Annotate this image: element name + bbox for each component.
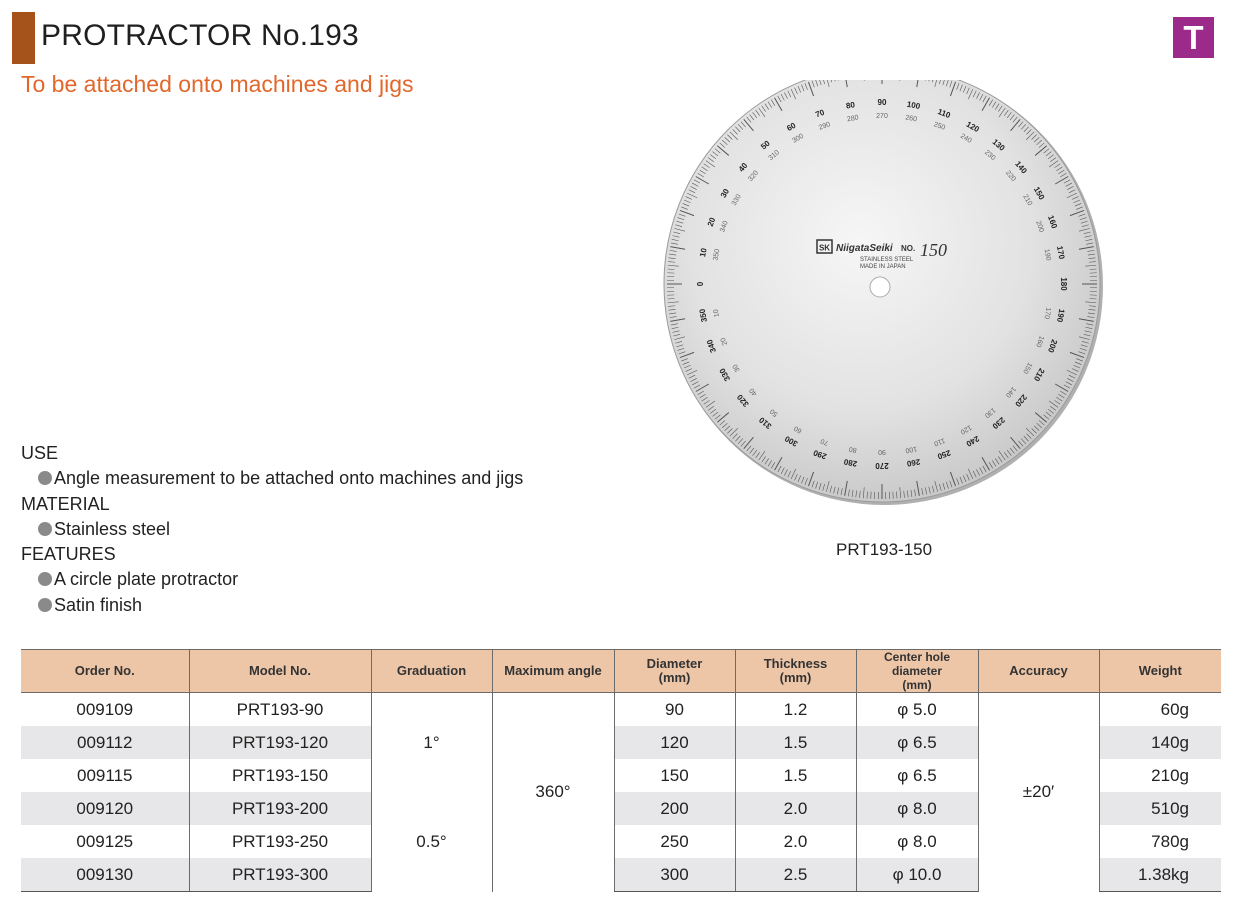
- bullet-icon: [38, 572, 52, 586]
- spec-table: [21, 649, 1221, 892]
- svg-text:220: 220: [1003, 169, 1017, 183]
- cell-thickness: 1.5: [735, 726, 856, 759]
- cell-hole: φ 10.0: [856, 858, 978, 892]
- cell-weight: 60g: [1099, 693, 1221, 727]
- col-header-model: Model No.: [189, 650, 371, 693]
- svg-text:250: 250: [932, 121, 947, 132]
- svg-text:30: 30: [731, 362, 742, 373]
- use-item-text: Angle measurement to be attached onto machines and jigs: [54, 468, 524, 489]
- cell-hole: φ 5.0: [856, 693, 978, 727]
- svg-text:100: 100: [906, 99, 921, 111]
- col-header-graduation: Graduation: [371, 650, 492, 693]
- svg-text:320: 320: [747, 169, 761, 183]
- svg-text:310: 310: [757, 415, 774, 431]
- svg-text:340: 340: [719, 219, 730, 234]
- svg-text:320: 320: [735, 392, 751, 409]
- svg-text:20: 20: [705, 216, 718, 228]
- svg-text:40: 40: [748, 386, 759, 398]
- use-item: [21, 466, 523, 491]
- svg-text:10: 10: [712, 308, 722, 318]
- svg-text:340: 340: [705, 338, 719, 354]
- cell-hole: φ 6.5: [856, 726, 978, 759]
- svg-text:70: 70: [819, 436, 830, 447]
- category-badge: T: [1173, 17, 1214, 58]
- material-item: [21, 517, 523, 542]
- svg-text:130: 130: [983, 405, 997, 419]
- svg-text:80: 80: [845, 100, 856, 111]
- col-header-thickness: Thickness (mm): [735, 650, 856, 693]
- cell-order: 009112: [21, 726, 189, 759]
- svg-text:0: 0: [696, 281, 706, 287]
- cell-thickness: 2.0: [735, 792, 856, 825]
- protractor-photo: [660, 80, 1105, 525]
- svg-text:260: 260: [906, 457, 921, 469]
- table-row: [21, 693, 1221, 727]
- svg-text:40: 40: [736, 161, 750, 174]
- cell-order: 009125: [76, 831, 134, 851]
- svg-text:140: 140: [1013, 159, 1029, 176]
- photo-caption: PRT193-150: [836, 540, 933, 559]
- col-header-hole: Center hole diameter (mm): [856, 650, 978, 693]
- svg-text:220: 220: [1013, 392, 1029, 409]
- svg-text:10: 10: [698, 247, 709, 258]
- cell-model: PRT193-300: [189, 858, 371, 892]
- cell-diameter: 250: [614, 825, 735, 858]
- cell-graduation: 0.5°: [371, 792, 492, 892]
- svg-text:280: 280: [846, 114, 860, 124]
- svg-text:30: 30: [718, 187, 732, 200]
- cell-hole: φ 8.0: [856, 792, 978, 825]
- cell-order: 009120: [21, 792, 189, 825]
- page-subtitle: To be attached onto machines and jigs: [21, 71, 414, 97]
- cell-diameter: 150: [614, 759, 735, 792]
- page-title: PROTRACTOR No.193: [41, 19, 359, 52]
- cell-order: 009130: [21, 858, 189, 892]
- col-header-accuracy: Accuracy: [978, 650, 1099, 693]
- feature-item-text: A circle plate protractor: [54, 569, 239, 590]
- svg-text:260: 260: [904, 114, 918, 124]
- cell-weight: 1.38kg: [1099, 858, 1221, 892]
- svg-text:60: 60: [785, 120, 798, 134]
- cell-thickness: 1.2: [735, 693, 856, 727]
- cell-hole: φ 6.5: [856, 759, 978, 792]
- cell-thickness: 1.5: [735, 759, 856, 792]
- cell-diameter: 90: [614, 693, 735, 727]
- svg-text:250: 250: [936, 447, 952, 461]
- svg-text:100: 100: [904, 444, 918, 454]
- svg-text:240: 240: [959, 132, 973, 145]
- col-header-max-angle: Maximum angle: [492, 650, 614, 693]
- cell-weight: 510g: [1099, 792, 1221, 825]
- cell-thickness: 2.0: [735, 825, 856, 858]
- cell-hole: φ 8.0: [856, 825, 978, 858]
- features-heading: FEATURES: [21, 544, 116, 565]
- svg-text:SK: SK: [818, 243, 831, 253]
- bullet-icon: [38, 471, 52, 485]
- svg-text:60: 60: [793, 424, 804, 435]
- cell-model: PRT193-150: [189, 759, 371, 792]
- svg-text:290: 290: [812, 447, 828, 461]
- svg-text:190: 190: [1055, 308, 1067, 323]
- svg-text:110: 110: [936, 107, 952, 120]
- svg-text:180: 180: [1058, 277, 1068, 291]
- cell-diameter: 200: [614, 792, 735, 825]
- svg-text:200: 200: [1045, 338, 1059, 354]
- plate-material-text: STAINLESS STEEL: [860, 257, 914, 263]
- svg-text:90: 90: [878, 448, 886, 456]
- product-info: [21, 441, 523, 618]
- svg-text:160: 160: [1045, 214, 1059, 230]
- svg-text:210: 210: [1031, 366, 1047, 383]
- svg-text:330: 330: [717, 366, 733, 383]
- svg-text:330: 330: [730, 193, 743, 207]
- svg-text:230: 230: [983, 149, 997, 163]
- svg-text:290: 290: [817, 121, 832, 132]
- svg-text:200: 200: [1034, 219, 1045, 234]
- svg-text:150: 150: [1031, 185, 1047, 202]
- svg-text:120: 120: [964, 119, 981, 135]
- svg-text:280: 280: [843, 457, 858, 469]
- title-accent-bar: [12, 12, 35, 64]
- bullet-icon: [38, 522, 52, 536]
- svg-text:300: 300: [783, 433, 800, 449]
- cell-model: PRT193-200: [189, 792, 371, 825]
- svg-text:70: 70: [814, 107, 826, 120]
- svg-text:130: 130: [990, 137, 1007, 153]
- svg-text:350: 350: [712, 248, 722, 262]
- col-header-order: Order No.: [21, 650, 189, 693]
- cell-order: 009109: [76, 699, 134, 719]
- svg-text:90: 90: [877, 98, 887, 108]
- svg-text:300: 300: [791, 132, 805, 145]
- plate-no-label: NO.: [901, 244, 916, 253]
- center-hole: [870, 277, 890, 297]
- cell-order: 009115: [77, 765, 133, 785]
- cell-weight: 210g: [1099, 759, 1221, 792]
- svg-text:270: 270: [876, 112, 888, 120]
- cell-diameter: 120: [614, 726, 735, 759]
- col-header-weight: Weight: [1099, 650, 1221, 693]
- svg-text:230: 230: [990, 415, 1007, 431]
- svg-text:190: 190: [1042, 248, 1052, 262]
- cell-thickness: 2.5: [735, 858, 856, 892]
- svg-text:170: 170: [1042, 306, 1052, 320]
- cell-max-angle: 360°: [492, 693, 614, 892]
- svg-text:50: 50: [768, 407, 780, 418]
- cell-weight: 140g: [1099, 726, 1221, 759]
- material-item-text: Stainless steel: [54, 518, 171, 539]
- table-header-row: [21, 650, 1221, 693]
- svg-text:20: 20: [719, 336, 730, 347]
- svg-text:140: 140: [1003, 385, 1017, 399]
- plate-brand: NiigataSeiki: [836, 243, 893, 254]
- svg-text:80: 80: [848, 444, 858, 454]
- svg-text:310: 310: [767, 149, 781, 163]
- col-header-diameter: Diameter (mm): [614, 650, 735, 693]
- bullet-icon: [38, 598, 52, 612]
- cell-diameter: 300: [614, 858, 735, 892]
- svg-text:170: 170: [1055, 245, 1067, 260]
- material-heading: MATERIAL: [21, 493, 110, 514]
- svg-text:120: 120: [959, 423, 973, 436]
- feature-item-text: Satin finish: [54, 594, 143, 615]
- plate-origin-text: MADE IN JAPAN: [860, 264, 906, 270]
- svg-text:350: 350: [697, 308, 709, 323]
- cell-graduation: 1°: [371, 693, 492, 793]
- plate-model: 150: [920, 240, 947, 260]
- svg-text:160: 160: [1034, 334, 1045, 349]
- svg-text:270: 270: [875, 460, 889, 470]
- cell-model: PRT193-120: [189, 726, 371, 759]
- cell-accuracy: ±20′: [978, 693, 1099, 892]
- svg-text:110: 110: [932, 436, 946, 447]
- cell-model: PRT193-250: [189, 825, 371, 858]
- feature-item: [21, 593, 523, 618]
- cell-model: PRT193-90: [189, 693, 371, 727]
- feature-item: [21, 567, 523, 592]
- svg-text:150: 150: [1021, 361, 1034, 375]
- use-heading: USE: [21, 443, 59, 463]
- svg-text:210: 210: [1021, 193, 1034, 207]
- svg-text:50: 50: [759, 138, 772, 152]
- svg-text:240: 240: [964, 433, 981, 449]
- cell-weight: 780g: [1099, 825, 1221, 858]
